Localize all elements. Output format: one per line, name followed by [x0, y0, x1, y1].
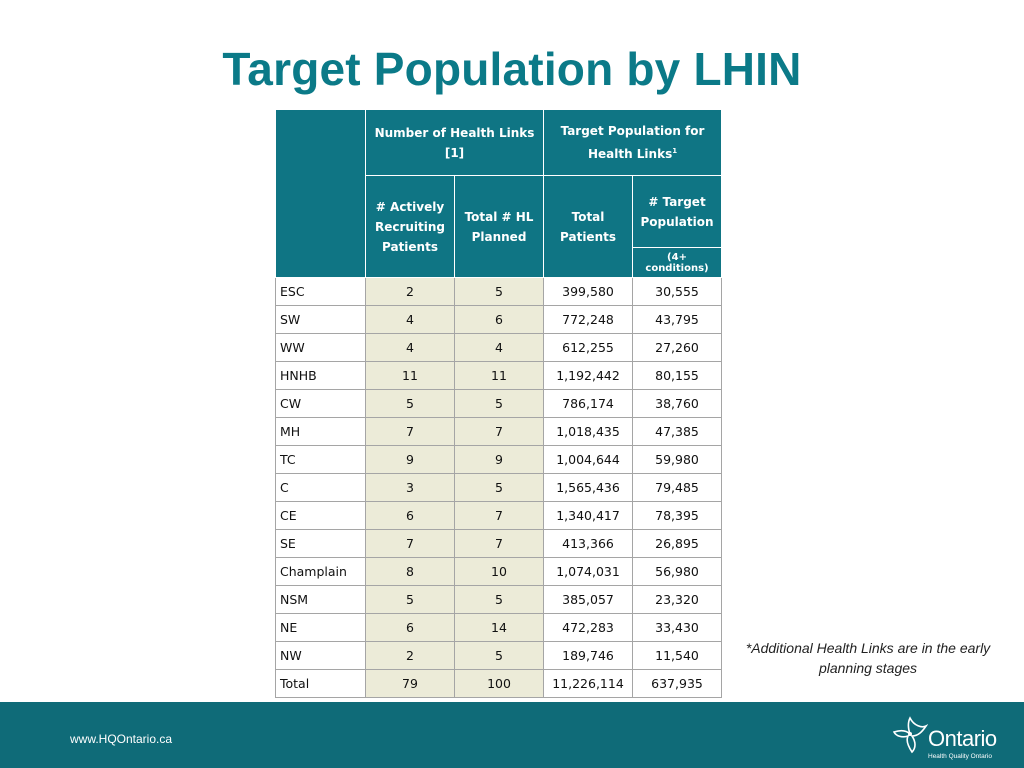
target-population-cell: 78,395	[633, 502, 722, 530]
total-patients-header: Total Patients	[544, 176, 633, 278]
footer-bar	[0, 702, 1024, 768]
target-population-cell: 26,895	[633, 530, 722, 558]
health-links-group-header	[366, 110, 544, 176]
table-row	[276, 642, 722, 670]
target-population-cell: 27,260	[633, 334, 722, 362]
lhin-cell: NSM	[276, 586, 366, 614]
planned-cell: 5	[455, 586, 544, 614]
table-row	[276, 390, 722, 418]
lhin-cell: ESC	[276, 278, 366, 306]
planned-cell: 4	[455, 334, 544, 362]
target-population-cell: 43,795	[633, 306, 722, 334]
target-population-cell: 637,935	[633, 670, 722, 698]
target-population-cell: 80,155	[633, 362, 722, 390]
recruiting-cell: 79	[366, 670, 455, 698]
target-population-cell: 47,385	[633, 418, 722, 446]
total-patients-cell: 1,340,417	[544, 502, 633, 530]
target-population-cell: 79,485	[633, 474, 722, 502]
planned-cell: 5	[455, 474, 544, 502]
total-hl-planned-header: Total # HL Planned	[455, 176, 544, 278]
recruiting-cell: 6	[366, 502, 455, 530]
table-row	[276, 306, 722, 334]
planned-cell: 5	[455, 642, 544, 670]
footnote-superscript: 1	[672, 147, 678, 155]
total-patients-cell: 472,283	[544, 614, 633, 642]
recruiting-cell: 6	[366, 614, 455, 642]
total-patients-cell: 399,580	[544, 278, 633, 306]
logo-wordmark: Ontario	[928, 726, 997, 751]
trillium-icon	[892, 714, 928, 754]
table-row	[276, 502, 722, 530]
planned-cell: 7	[455, 502, 544, 530]
target-population-cell: 11,540	[633, 642, 722, 670]
total-patients-cell: 1,192,442	[544, 362, 633, 390]
total-patients-cell: 1,004,644	[544, 446, 633, 474]
target-population-header: # Target Population	[633, 176, 722, 248]
total-patients-cell: 413,366	[544, 530, 633, 558]
planned-cell: 10	[455, 558, 544, 586]
planned-cell: 5	[455, 390, 544, 418]
table-row	[276, 586, 722, 614]
table-row	[276, 614, 722, 642]
recruiting-cell: 7	[366, 418, 455, 446]
lhin-cell: CE	[276, 502, 366, 530]
recruiting-cell: 3	[366, 474, 455, 502]
recruiting-cell: 4	[366, 334, 455, 362]
total-patients-cell: 11,226,114	[544, 670, 633, 698]
page-title: Target Population by LHIN	[222, 43, 802, 95]
table-row	[276, 446, 722, 474]
lhin-cell: Champlain	[276, 558, 366, 586]
recruiting-cell: 7	[366, 530, 455, 558]
total-patients-cell: 1,074,031	[544, 558, 633, 586]
table-row	[276, 418, 722, 446]
health-links-group-label: Number of Health Links [1]	[374, 125, 535, 160]
total-patients-cell: 786,174	[544, 390, 633, 418]
recruiting-cell: 2	[366, 642, 455, 670]
planned-cell: 7	[455, 418, 544, 446]
recruiting-cell: 9	[366, 446, 455, 474]
table-row	[276, 558, 722, 586]
lhin-cell: NW	[276, 642, 366, 670]
target-population-note: (4+ conditions)	[633, 248, 722, 278]
recruiting-cell: 4	[366, 306, 455, 334]
lhin-cell: SW	[276, 306, 366, 334]
ontario-logo	[890, 712, 1010, 764]
lhin-cell: HNHB	[276, 362, 366, 390]
planned-cell: 9	[455, 446, 544, 474]
total-row	[276, 670, 722, 698]
table-row	[276, 334, 722, 362]
total-patients-cell: 189,746	[544, 642, 633, 670]
table-row	[276, 362, 722, 390]
target-population-cell: 38,760	[633, 390, 722, 418]
lhin-cell: WW	[276, 334, 366, 362]
planned-cell: 14	[455, 614, 544, 642]
lhin-cell: Total	[276, 670, 366, 698]
total-patients-cell: 772,248	[544, 306, 633, 334]
footnote-note: *Additional Health Links are in the early planning stages	[745, 640, 991, 676]
target-population-cell: 30,555	[633, 278, 722, 306]
table-body	[276, 278, 722, 698]
lhin-cell: CW	[276, 390, 366, 418]
table-row	[276, 474, 722, 502]
lhin-cell: NE	[276, 614, 366, 642]
total-patients-cell: 1,565,436	[544, 474, 633, 502]
lhin-table	[275, 109, 722, 698]
planned-cell: 5	[455, 278, 544, 306]
recruiting-cell: 2	[366, 278, 455, 306]
corner-header	[276, 110, 366, 278]
planned-cell: 6	[455, 306, 544, 334]
lhin-cell: C	[276, 474, 366, 502]
target-population-cell: 33,430	[633, 614, 722, 642]
table-row	[276, 278, 722, 306]
actively-recruiting-header: # Actively Recruiting Patients	[366, 176, 455, 278]
lhin-cell: SE	[276, 530, 366, 558]
planned-cell: 100	[455, 670, 544, 698]
target-population-group-label: Target Population for Health Links	[560, 124, 705, 161]
planned-cell: 11	[455, 362, 544, 390]
logo-subtext: Health Quality Ontario	[928, 753, 992, 760]
recruiting-cell: 5	[366, 586, 455, 614]
planned-cell: 7	[455, 530, 544, 558]
target-population-cell: 59,980	[633, 446, 722, 474]
target-population-group-header	[544, 110, 722, 176]
total-patients-cell: 1,018,435	[544, 418, 633, 446]
total-patients-cell: 612,255	[544, 334, 633, 362]
total-patients-cell: 385,057	[544, 586, 633, 614]
recruiting-cell: 5	[366, 390, 455, 418]
recruiting-cell: 8	[366, 558, 455, 586]
target-population-cell: 56,980	[633, 558, 722, 586]
lhin-cell: TC	[276, 446, 366, 474]
target-population-cell: 23,320	[633, 586, 722, 614]
footer-url[interactable]: www.HQOntario.ca	[70, 732, 173, 746]
lhin-cell: MH	[276, 418, 366, 446]
recruiting-cell: 11	[366, 362, 455, 390]
table-row	[276, 530, 722, 558]
